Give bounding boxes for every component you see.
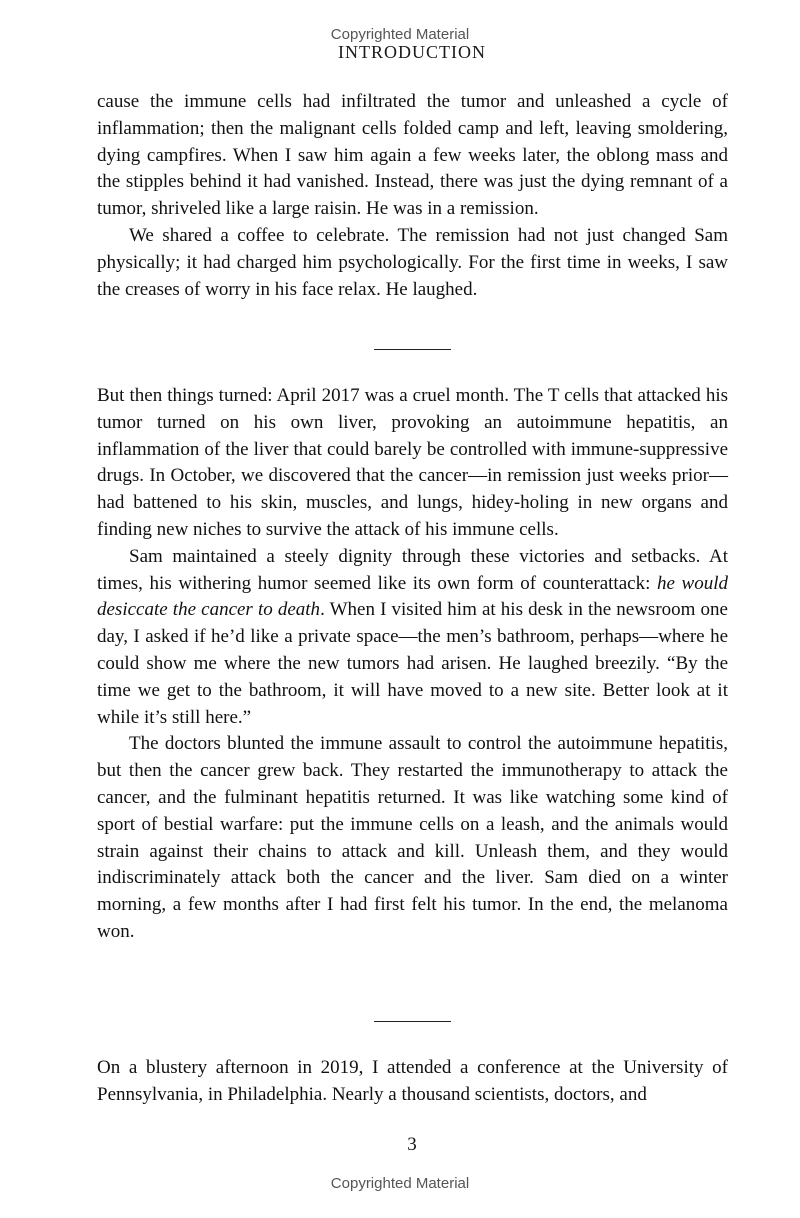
text-block-3 — [97, 1055, 728, 1109]
paragraph: But then things turned: April 2017 was a cruel month. The T cells that attacked his tumor turned on his own liver, provoking an autoimmune hepatitis, an inflammation of the liver that could barely be controlled with immune-suppressive drugs. In October, we discovered that the cancer—in remission just weeks prior—had battened to his skin, muscles, and lungs, hidey-holing in new organs and finding new niches to survive the attack of his immune cells. — [97, 385, 728, 540]
page-number: 3 — [407, 1134, 417, 1155]
copyright-watermark-top: Copyrighted Material — [330, 26, 470, 43]
section-divider — [374, 349, 451, 350]
paragraph: We shared a coffee to celebrate. The remission had not just changed Sam physically; it had charged him psychologically. For the first time in weeks, I saw the creases of worry in his face relax. He laughed. — [97, 224, 728, 300]
section-divider — [374, 1021, 451, 1022]
paragraph-text: . When I visited him at his desk in the newsroom one day, I asked if he’d like a private space—the men’s bathroom, perhaps—where he could show me where the new tumors had arisen. He laughed breezily. “By the time we get to the bathroom, it will have moved to a new site. Better look at it while it’s still here.” — [97, 599, 728, 728]
copyright-watermark-bottom: Copyrighted Material — [330, 1175, 470, 1192]
text-block-1 — [97, 89, 728, 303]
italic-phrase: he would desiccate the cancer to death — [97, 572, 729, 621]
text-block-2 — [97, 383, 728, 946]
paragraph: On a blustery afternoon in 2019, I attended a conference at the University of Pennsylvania, in Philadelphia. Nearly a thousand scientists, doctors, and — [97, 1057, 728, 1105]
paragraph — [97, 544, 728, 732]
paragraph: The doctors blunted the immune assault to control the autoimmune hepatitis, but then the cancer grew back. They restarted the immunotherapy to attack the cancer, and the fulminant hepatitis returned. It was like watching some kind of sport of bestial warfare: put the immune cells on a leash, and the animals would strain against their chains to attack and kill. Unleash them, and they would indiscriminately attack both the cancer and the liver. Sam died on a winter morning, a few months after I had first felt his tumor. In the end, the melanoma won. — [97, 733, 728, 942]
paragraph: cause the immune cells had infiltrated the tumor and unleashed a cycle of inflammation; then the malignant cells folded camp and left, leaving smoldering, dying campfires. When I saw him again a few weeks later, the oblong mass and the stipples behind it had vanished. Instead, there was just the dying remnant of a tumor, shriveled like a large raisin. He was in a remission. — [97, 91, 728, 220]
paragraph-text: Sam maintained a steely dignity through these victories and setbacks. At times, his withering humor seemed like its own form of counterattack: — [97, 545, 728, 594]
running-head: INTRODUCTION — [338, 42, 486, 62]
